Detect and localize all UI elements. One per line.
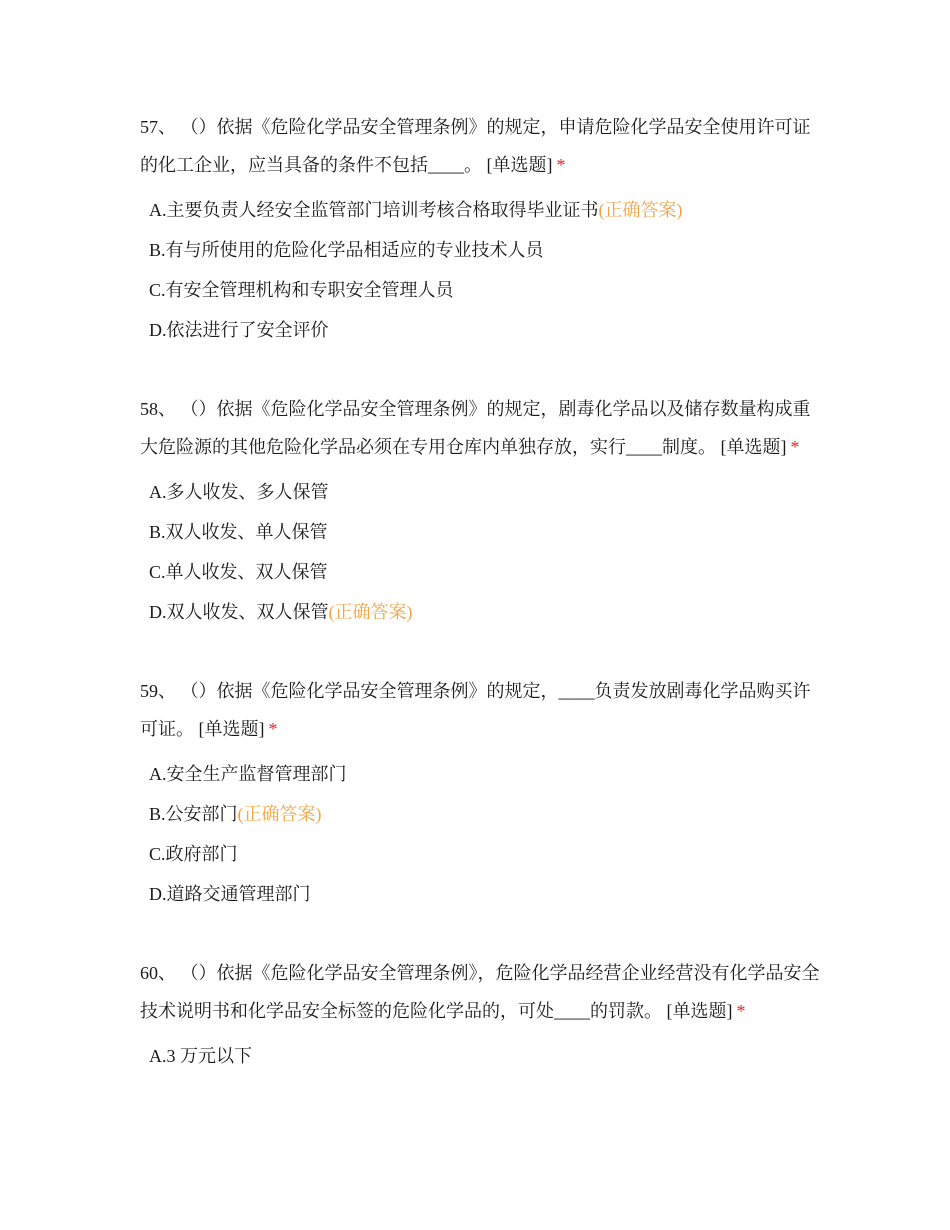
required-mark: * xyxy=(556,155,566,175)
option-b[interactable]: B.有与所使用的危险化学品相适应的专业技术人员 xyxy=(149,240,544,260)
required-mark: * xyxy=(268,719,278,739)
option-b[interactable]: B.双人收发、单人保管 xyxy=(149,522,328,542)
required-mark: * xyxy=(736,1001,746,1021)
question-text: 58、 （）依据《危险化学品安全管理条例》的规定，剧毒化学品以及储存数量构成重大危险源的其他危险化学品必须在专用仓库内单独存放，实行____制度。 [单选题] * xyxy=(140,399,811,457)
option-d[interactable]: D.道路交通管理部门 xyxy=(149,884,311,904)
option-a[interactable]: A.3 万元以下 xyxy=(149,1046,252,1066)
option-c[interactable]: C.单人收发、双人保管 xyxy=(149,562,328,582)
correct-answer-label: (正确答案) xyxy=(237,804,322,824)
option-a[interactable]: A.多人收发、多人保管 xyxy=(149,482,329,502)
question-60 xyxy=(140,954,820,1076)
question-text: 60、 （）依据《危险化学品安全管理条例》，危险化学品经营企业经营没有化学品安全技术说明书和化学品安全标签的危险化学品的，可处____的罚款。 [单选题] * xyxy=(140,963,820,1021)
option-a[interactable]: A.主要负责人经安全监管部门培训考核合格取得毕业证书(正确答案) xyxy=(149,200,683,220)
question-text: 59、 （）依据《危险化学品安全管理条例》的规定，____负责发放剧毒化学品购买许可证。 [单选题] * xyxy=(140,681,811,739)
option-a[interactable]: A.安全生产监督管理部门 xyxy=(149,764,347,784)
option-b[interactable]: B.公安部门(正确答案) xyxy=(149,804,322,824)
question-58 xyxy=(140,390,820,632)
question-59 xyxy=(140,672,820,914)
question-57 xyxy=(140,108,820,350)
option-c[interactable]: C.有安全管理机构和专职安全管理人员 xyxy=(149,280,454,300)
correct-answer-label: (正确答案) xyxy=(328,602,413,622)
option-d[interactable]: D.双人收发、双人保管(正确答案) xyxy=(149,602,413,622)
required-mark: * xyxy=(790,437,800,457)
correct-answer-label: (正确答案) xyxy=(598,200,683,220)
option-d[interactable]: D.依法进行了安全评价 xyxy=(149,320,329,340)
option-c[interactable]: C.政府部门 xyxy=(149,844,238,864)
question-list xyxy=(140,108,820,1116)
question-text: 57、 （）依据《危险化学品安全管理条例》的规定，申请危险化学品安全使用许可证的化工企业，应当具备的条件不包括____。 [单选题] * xyxy=(140,117,811,175)
